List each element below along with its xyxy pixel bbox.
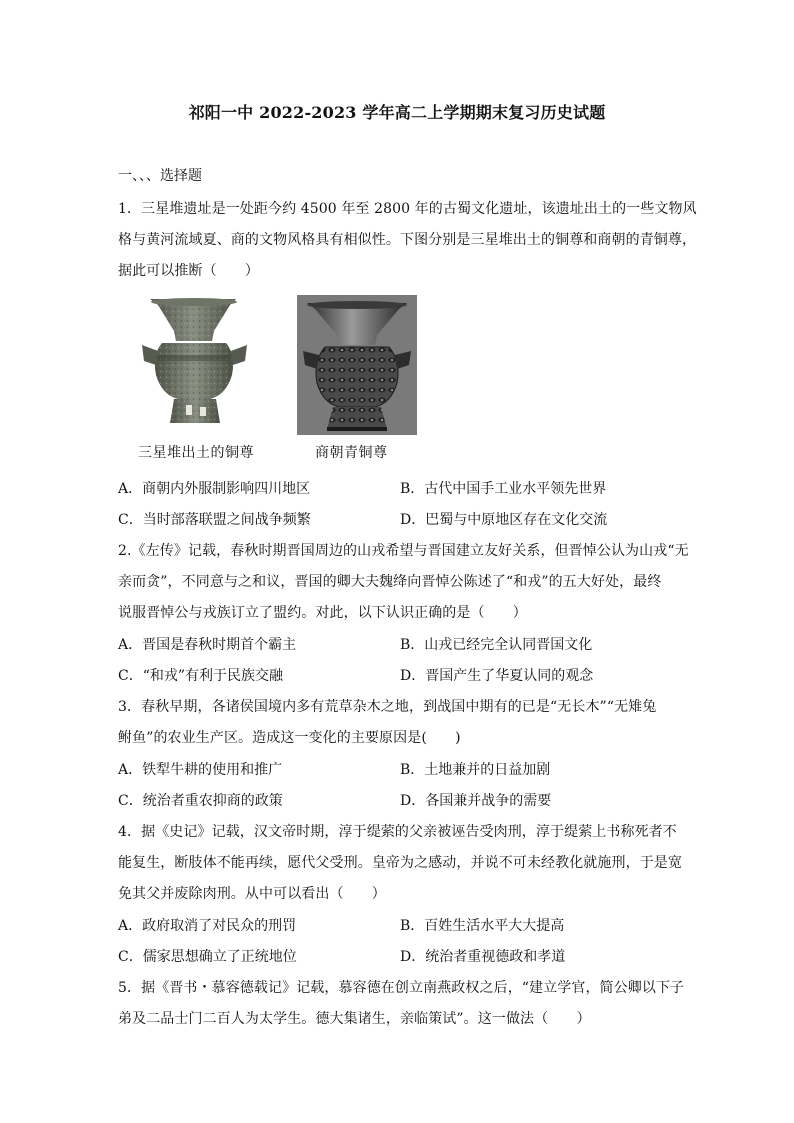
question-1-option-d[interactable]: D．巴蜀与中原地区存在文化交流	[400, 512, 608, 528]
bronze-zun-figure	[130, 295, 430, 460]
question-2-option-a[interactable]: A．晋国是春秋时期首个霸主	[118, 637, 297, 653]
question-4-option-a[interactable]: A．政府取消了对民众的刑罚	[118, 918, 297, 934]
figure-caption-sanxingdui: 三星堆出土的铜尊	[138, 445, 254, 461]
question-3-line-1: 3．春秋早期，各诸侯国境内多有荒草杂木之地，到战国中期有的已是“无长木”“无雉兔	[118, 699, 657, 715]
question-3-option-b[interactable]: B．土地兼并的日益加剧	[400, 762, 551, 778]
question-3-option-d[interactable]: D．各国兼并战争的需要	[400, 793, 552, 809]
question-2-line-2: 亲而贪”，不同意与之和议，晋国的卿大夫魏绛向晋悼公陈述了“和戎”的五大好处，最终	[118, 574, 662, 590]
page-title: 祁阳一中 2022-2023 学年高二上学期期末复习历史试题	[188, 103, 606, 122]
question-5-line-2: 弟及二品士门二百人为太学生。德大集诸生，亲临策试”。这一做法（ ）	[118, 1011, 591, 1027]
sanxingdui-zun-photo	[132, 295, 257, 430]
section-heading: 一、、、选择题	[118, 168, 202, 184]
figure-caption-shang: 商朝青铜尊	[315, 445, 388, 461]
question-2-option-d[interactable]: D．晋国产生了华夏认同的观念	[400, 668, 594, 684]
question-4-line-3: 免其父并废除肉刑。从中可以看出（ ）	[118, 886, 386, 902]
question-2-option-c[interactable]: C．“和戎”有利于民族交融	[118, 668, 284, 684]
question-4-line-1: 4．据《史记》记载，汉文帝时期，淳于缇萦的父亲被诬告受肉刑，淳于缇萦上书称死者不	[118, 824, 677, 840]
question-3-line-2: 鲋鱼”的农业生产区。造成这一变化的主要原因是( )	[118, 730, 461, 746]
question-4-option-b[interactable]: B．百姓生活水平大大提高	[400, 918, 565, 934]
question-1-option-a[interactable]: A．商朝内外服制影响四川地区	[118, 481, 311, 497]
question-1-line-1: 1．三星堆遗址是一处距今约 4500 年至 2800 年的古蜀文化遗址，该遗址出土的一些文物风	[118, 201, 697, 217]
question-4-option-c[interactable]: C．儒家思想确立了正统地位	[118, 949, 297, 965]
question-4-option-d[interactable]: D．统治者重视德政和孝道	[400, 949, 566, 965]
shang-bronze-zun-photo	[297, 295, 417, 435]
question-1-option-b[interactable]: B．古代中国手工业水平领先世界	[400, 481, 607, 497]
question-2-line-3: 说服晋悼公与戎族订立了盟约。对此，以下认识正确的是（ ）	[118, 605, 527, 621]
question-2-line-1: 2.《左传》记载，春秋时期晋国周边的山戎希望与晋国建立友好关系，但晋悼公认为山戎“无	[118, 543, 689, 559]
question-2-option-b[interactable]: B．山戎已经完全认同晋国文化	[400, 637, 593, 653]
question-5-line-1: 5．据《晋书・慕容德载记》记载，慕容德在创立南燕政权之后，“建立学官，简公卿以下子	[118, 980, 685, 996]
question-4-line-2: 能复生，断肢体不能再续，愿代父受刑。皇帝为之感动，并说不可未经教化就施刑，于是宽	[118, 855, 682, 871]
question-1-option-c[interactable]: C．当时部落联盟之间战争频繁	[118, 512, 311, 528]
question-3-option-a[interactable]: A．铁犁牛耕的使用和推广	[118, 762, 283, 778]
question-3-option-c[interactable]: C．统治者重农抑商的政策	[118, 793, 283, 809]
question-1-line-3: 据此可以推断（ ）	[118, 263, 259, 279]
question-1-line-2: 格与黄河流域夏、商的文物风格具有相似性。下图分别是三星堆出土的铜尊和商朝的青铜尊，	[118, 232, 697, 248]
